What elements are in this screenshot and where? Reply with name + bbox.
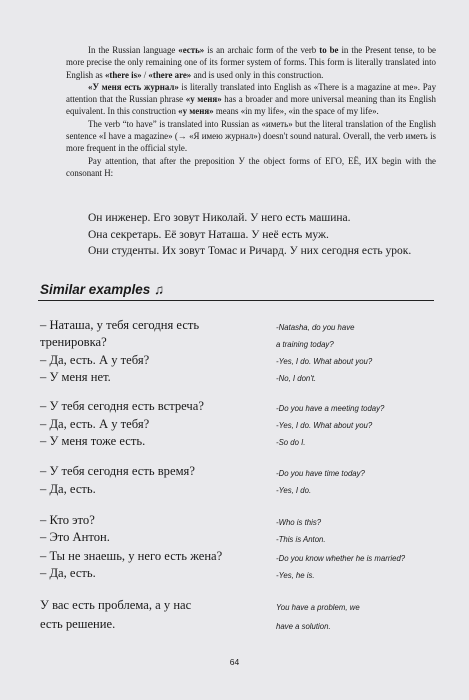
dialogue-en: -No, I don't. [276, 374, 317, 383]
intro-paragraph-3: The verb “to have” is translated into Russian as «иметь» but the literal translation of the English sentence «I have a magazine» (→ «Я имею журнал») doesn't sound natural. Overall, the verb иметь is more frequent in the official style. [66, 118, 436, 154]
example-sentence: Он инженер. Его зовут Николай. У него есть машина. [88, 212, 351, 224]
dialogue-ru: – Да, есть. А у тебя? [40, 417, 150, 431]
dialogue-ru: – Кто это? [40, 513, 95, 527]
dialogue-ru: – Да, есть. [40, 482, 96, 496]
example-sentence: Они студенты. Их зовут Томас и Ричард. У них сегодня есть урок. [88, 245, 412, 257]
dialogue-en: -Yes, he is. [276, 571, 315, 580]
bold-term: «у меня» [178, 106, 214, 117]
dialogue-en: -Yes, I do. What about you? [276, 357, 373, 366]
example-sentences [88, 210, 412, 260]
dialogue-ru: есть решение. [40, 617, 116, 631]
bold-term: «у меня» [185, 94, 222, 105]
dialogue-ru: – Ты не знаешь, у него есть жена? [40, 549, 223, 563]
dialogue-ru: – Наташа, у тебя сегодня есть [40, 318, 200, 332]
dialogue-en: a training today? [276, 340, 334, 349]
dialogue-ru: – У тебя сегодня есть время? [40, 464, 195, 478]
dialogue-en: -Yes, I do. [276, 486, 312, 495]
dialogue-en: -Natasha, do you have [276, 323, 355, 332]
dialogue-ru: У вас есть проблема, а у нас [40, 598, 192, 612]
bold-term: to be [319, 45, 339, 55]
bold-term: «есть» [178, 45, 205, 55]
text-run: is literally translated into English as «There is a magazine at me». Pay attention that the Russian phrase [66, 81, 437, 105]
intro-paragraph-4: Pay attention, that after the preposition У the object forms of ЕГО, ЕЁ, ИХ begin with the consonant Н: [66, 155, 436, 178]
section-divider [38, 300, 434, 301]
text-run: has a broader and more universal meaning than its English equivalent. In this construction [66, 94, 436, 117]
text-run: in the Present tense, to be more precise the only remaining one of its former system of forms. This form is literally translated into English as [66, 45, 436, 80]
dialogue-ru: – Это Антон. [40, 530, 110, 544]
intro-text [66, 44, 436, 179]
dialogue-ru: – У тебя сегодня есть встреча? [40, 399, 204, 413]
dialogue-ru: – Да, есть. А у тебя? [40, 353, 150, 367]
dialogue-en: -Yes, I do. What about you? [276, 421, 373, 430]
page-number: 64 [229, 657, 240, 667]
dialogue-en: -So do I. [276, 438, 306, 447]
bold-term: «there are» [148, 69, 192, 80]
dialogue-ru: – У меня тоже есть. [40, 434, 146, 448]
dialogue-en: -Do you have a meeting today? [276, 404, 385, 413]
dialogue-en: You have a problem, we [276, 603, 360, 612]
dialogue-en: have a solution. [276, 622, 331, 631]
intro-paragraph-2 [66, 81, 436, 118]
dialogue-en: -Who is this? [276, 518, 322, 527]
intro-paragraph-1 [66, 44, 436, 81]
text-run: / [141, 69, 149, 80]
bold-term: «У меня есть журнал» [88, 81, 179, 92]
section-title: Similar examples ♫ [40, 282, 165, 297]
dialogue-ru: тренировка? [40, 335, 107, 349]
example-sentence: Она секретарь. Её зовут Наташа. У неё есть муж. [88, 228, 329, 241]
text-run: and is used only in this construction. [191, 69, 324, 80]
dialogue-en: -Do you know whether he is married? [276, 554, 406, 563]
text-run: means «in my life», «in the space of my life». [213, 106, 379, 117]
dialogue-en: -This is Anton. [276, 535, 326, 544]
text-run: In the Russian language [88, 45, 179, 55]
text-run: is an archaic form of the verb [204, 45, 320, 55]
dialogue-ru: – У меня нет. [40, 370, 111, 384]
dialogue-en: -Do you have time today? [276, 469, 365, 478]
dialogue-ru: – Да, есть. [40, 566, 96, 580]
bold-term: «there is» [104, 69, 142, 80]
